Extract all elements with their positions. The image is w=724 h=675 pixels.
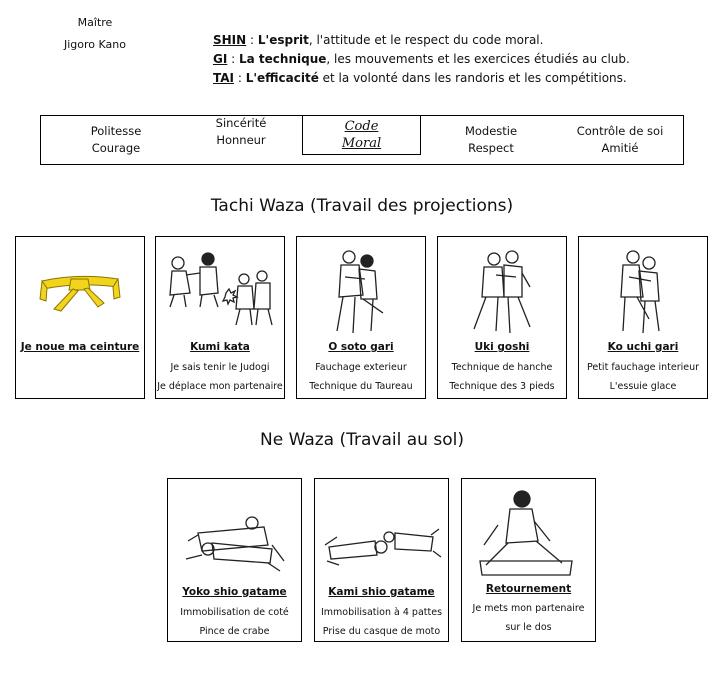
card-kumi-kata bbox=[155, 236, 285, 399]
card-name: Uki goshi bbox=[474, 341, 530, 353]
card-line-2: Technique des 3 pieds bbox=[449, 381, 555, 392]
principle-tai: TAI : L'efficacité et la volonté dans les randoris et les compétitions. bbox=[213, 71, 627, 85]
card-retournement bbox=[461, 478, 596, 642]
master-title: Maître bbox=[77, 16, 113, 29]
moral-col-4: Modestie Respect bbox=[464, 124, 518, 155]
moral-code-title: Code Moral bbox=[302, 115, 421, 155]
principle-shin: SHIN : L'esprit, l'attitude et le respect du code moral. bbox=[213, 33, 544, 47]
moral-code-box bbox=[40, 115, 684, 165]
card-uki-goshi bbox=[437, 236, 567, 399]
card-ko-uchi-gari bbox=[578, 236, 708, 399]
card-line-2: Pince de crabe bbox=[199, 626, 270, 637]
card-line-1: Je sais tenir le Judogi bbox=[170, 362, 270, 373]
o-soto-gari-illustration bbox=[297, 243, 425, 338]
card-name: Kami shio gatame bbox=[328, 586, 435, 598]
card-ceinture bbox=[15, 236, 145, 399]
principles-list bbox=[213, 31, 630, 88]
card-line-1: Petit fauchage interieur bbox=[586, 362, 700, 373]
card-line-1: Technique de hanche bbox=[451, 362, 553, 373]
card-yoko-shio-gatame bbox=[167, 478, 302, 642]
card-name: O soto gari bbox=[328, 341, 394, 353]
master-caption bbox=[40, 12, 150, 56]
card-line-1: Je mets mon partenaire bbox=[472, 603, 585, 614]
card-line-1: Immobilisation à 4 pattes bbox=[320, 607, 443, 618]
card-name: Je noue ma ceinture bbox=[20, 341, 140, 353]
card-name: Yoko shio gatame bbox=[182, 586, 287, 598]
uki-goshi-illustration bbox=[438, 243, 566, 338]
kumi-kata-illustration bbox=[156, 243, 284, 338]
card-name: Ko uchi gari bbox=[607, 341, 679, 353]
moral-col-1: Politesse Courage bbox=[90, 124, 142, 155]
card-o-soto-gari bbox=[296, 236, 426, 399]
moral-col-5: Contrôle de soi Amitié bbox=[576, 124, 664, 155]
belt-illustration bbox=[16, 243, 144, 338]
kami-shio-gatame-illustration bbox=[315, 485, 448, 580]
card-line-1: Fauchage exterieur bbox=[315, 362, 407, 373]
moral-col-2: Sincérité Honneur bbox=[215, 116, 267, 147]
card-line-1: Immobilisation de coté bbox=[180, 607, 289, 618]
card-line-2: Je déplace mon partenaire bbox=[157, 381, 283, 392]
yoko-shio-gatame-illustration bbox=[168, 485, 301, 580]
ko-uchi-gari-illustration bbox=[579, 243, 707, 338]
card-line-2: L'essuie glace bbox=[609, 381, 677, 392]
card-kami-shio-gatame bbox=[314, 478, 449, 642]
card-name: Kumi kata bbox=[190, 341, 250, 353]
master-name: Jigoro Kano bbox=[64, 38, 126, 51]
card-line-2: Prise du casque de moto bbox=[322, 626, 441, 637]
retournement-illustration bbox=[462, 485, 595, 580]
tachi-waza-title: Tachi Waza (Travail des projections) bbox=[210, 196, 514, 216]
ne-waza-title: Ne Waza (Travail au sol) bbox=[260, 430, 464, 450]
card-line-2: sur le dos bbox=[505, 622, 552, 633]
principle-gi: GI : La technique, les mouvements et les exercices étudiés au club. bbox=[213, 52, 630, 66]
card-line-2: Technique du Taureau bbox=[309, 381, 413, 392]
card-name: Retournement bbox=[485, 583, 572, 595]
